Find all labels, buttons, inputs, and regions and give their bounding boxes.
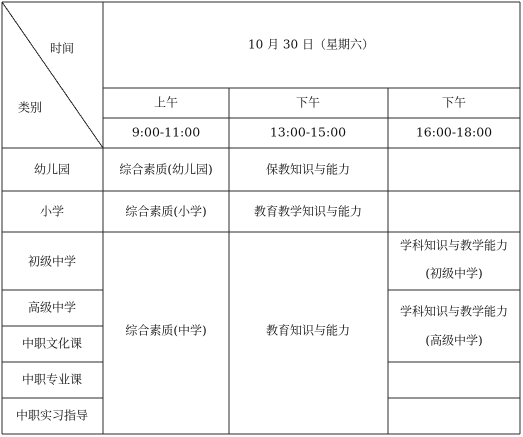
corner-time-label: 时间 (49, 41, 75, 56)
cell-primary-morning: 综合素质(小学) (125, 204, 207, 219)
session-period-late-afternoon: 下午 (441, 95, 467, 110)
session-time-morning: 9:00-11:00 (131, 124, 201, 140)
corner-category-label: 类别 (17, 100, 43, 115)
corner-diagonal (2, 2, 103, 148)
cell-middle-afternoon: 教育知识与能力 (265, 323, 351, 338)
category-vocational-culture: 中职文化课 (21, 336, 83, 351)
session-time-afternoon: 13:00-15:00 (269, 124, 347, 140)
category-vocational-major: 中职专业课 (21, 372, 83, 387)
cell-senior-late-line1: 学科知识与教学能力 (399, 304, 509, 319)
cell-junior-late-line1: 学科知识与教学能力 (399, 238, 509, 253)
category-kindergarten: 幼儿园 (33, 162, 71, 177)
cell-junior-late-line2: (初级中学) (425, 266, 483, 281)
session-time-late-afternoon: 16:00-18:00 (415, 124, 493, 140)
session-period-afternoon: 下午 (295, 95, 321, 110)
cell-kindergarten-afternoon: 保教知识与能力 (265, 162, 351, 177)
category-junior-middle: 初级中学 (27, 254, 77, 269)
cell-kindergarten-morning: 综合素质(幼儿园) (119, 162, 213, 177)
category-vocational-practice: 中职实习指导 (15, 408, 89, 423)
category-primary: 小学 (39, 204, 65, 219)
exam-date: 10 月 30 日（星期六） (248, 37, 374, 52)
category-senior-middle: 高级中学 (27, 300, 77, 315)
session-period-morning: 上午 (153, 95, 179, 110)
cell-senior-late-line2: (高级中学) (425, 333, 483, 348)
cell-middle-morning: 综合素质(中学) (125, 323, 207, 338)
cell-primary-afternoon: 教育教学知识与能力 (253, 204, 363, 219)
